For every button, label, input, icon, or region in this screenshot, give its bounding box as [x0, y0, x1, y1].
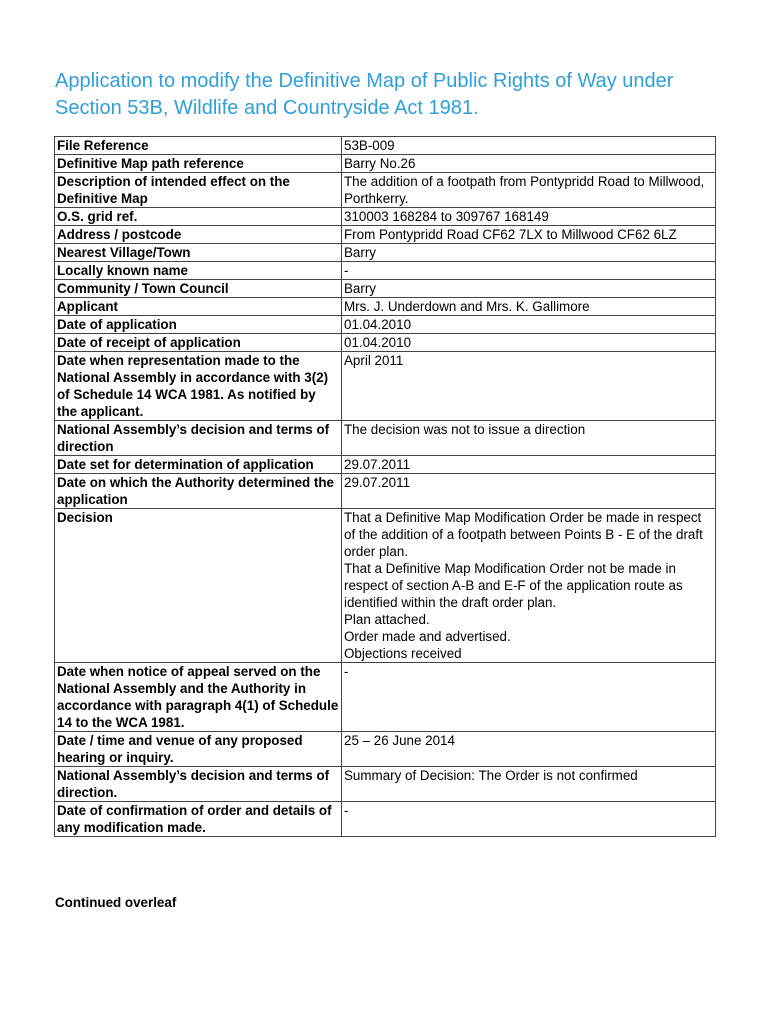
table-row	[55, 421, 716, 456]
row-label: Date when notice of appeal served on the National Assembly and the Authority in accordance with paragraph 4(1) of Schedule 14 to the WCA 1981.	[55, 663, 342, 732]
table-row	[55, 226, 716, 244]
row-value: From Pontypridd Road CF62 7LX to Millwood CF62 6LZ	[342, 226, 716, 244]
row-label: O.S. grid ref.	[55, 208, 342, 226]
table-row	[55, 280, 716, 298]
table-row	[55, 208, 716, 226]
table-row	[55, 352, 716, 421]
table-row	[55, 173, 716, 208]
row-value: The decision was not to issue a direction	[342, 421, 716, 456]
row-value: -	[342, 802, 716, 837]
table-row	[55, 456, 716, 474]
row-label: Date on which the Authority determined the application	[55, 474, 342, 509]
table-row	[55, 767, 716, 802]
row-value: The addition of a footpath from Pontypridd Road to Millwood, Porthkerry.	[342, 173, 716, 208]
table-row	[55, 732, 716, 767]
row-label: Nearest Village/Town	[55, 244, 342, 262]
row-label: Locally known name	[55, 262, 342, 280]
row-label: Date set for determination of application	[55, 456, 342, 474]
table-row	[55, 244, 716, 262]
row-value: 25 – 26 June 2014	[342, 732, 716, 767]
row-value: 01.04.2010	[342, 316, 716, 334]
row-value: 53B-009	[342, 137, 716, 155]
row-value: Summary of Decision: The Order is not confirmed	[342, 767, 716, 802]
row-value: Mrs. J. Underdown and Mrs. K. Gallimore	[342, 298, 716, 316]
row-label: Date of confirmation of order and details of any modification made.	[55, 802, 342, 837]
row-label: Date of receipt of application	[55, 334, 342, 352]
table-row	[55, 298, 716, 316]
row-value: 29.07.2011	[342, 474, 716, 509]
row-value: -	[342, 262, 716, 280]
table-row	[55, 155, 716, 173]
table-row	[55, 334, 716, 352]
row-value: -	[342, 663, 716, 732]
row-value: Barry	[342, 244, 716, 262]
row-label: Community / Town Council	[55, 280, 342, 298]
row-label: Decision	[55, 509, 342, 663]
table-row	[55, 474, 716, 509]
table-row	[55, 316, 716, 334]
row-label: Definitive Map path reference	[55, 155, 342, 173]
row-value: 29.07.2011	[342, 456, 716, 474]
row-label: National Assembly’s decision and terms of direction.	[55, 767, 342, 802]
table-row	[55, 509, 716, 663]
row-label: Address / postcode	[55, 226, 342, 244]
row-label: Date of application	[55, 316, 342, 334]
row-label: Date / time and venue of any proposed hearing or inquiry.	[55, 732, 342, 767]
row-value: That a Definitive Map Modification Order be made in respect of the addition of a footpath between Points B - E of the draft order plan. That a Definitive Map Modification Order not be made in respect of section A-B and E-F of the application route as identified within the draft order plan. Plan attached. Order made and advertised. Objections received	[342, 509, 716, 663]
row-value: 310003 168284 to 309767 168149	[342, 208, 716, 226]
page-title: Application to modify the Definitive Map of Public Rights of Way under Section 53B, Wildlife and Countryside Act 1981.	[55, 70, 674, 119]
row-value: Barry No.26	[342, 155, 716, 173]
row-label: Description of intended effect on the Definitive Map	[55, 173, 342, 208]
row-label: Applicant	[55, 298, 342, 316]
continued-note: Continued overleaf	[55, 895, 177, 910]
table-row	[55, 137, 716, 155]
row-value: Barry	[342, 280, 716, 298]
row-label: File Reference	[55, 137, 342, 155]
row-value: 01.04.2010	[342, 334, 716, 352]
row-value: April 2011	[342, 352, 716, 421]
table-row	[55, 262, 716, 280]
table-row	[55, 802, 716, 837]
row-label: Date when representation made to the National Assembly in accordance with 3(2) of Schedule 14 WCA 1981. As notified by the applicant.	[55, 352, 342, 421]
record-table	[54, 136, 716, 837]
row-label: National Assembly’s decision and terms of direction	[55, 421, 342, 456]
table-row	[55, 663, 716, 732]
